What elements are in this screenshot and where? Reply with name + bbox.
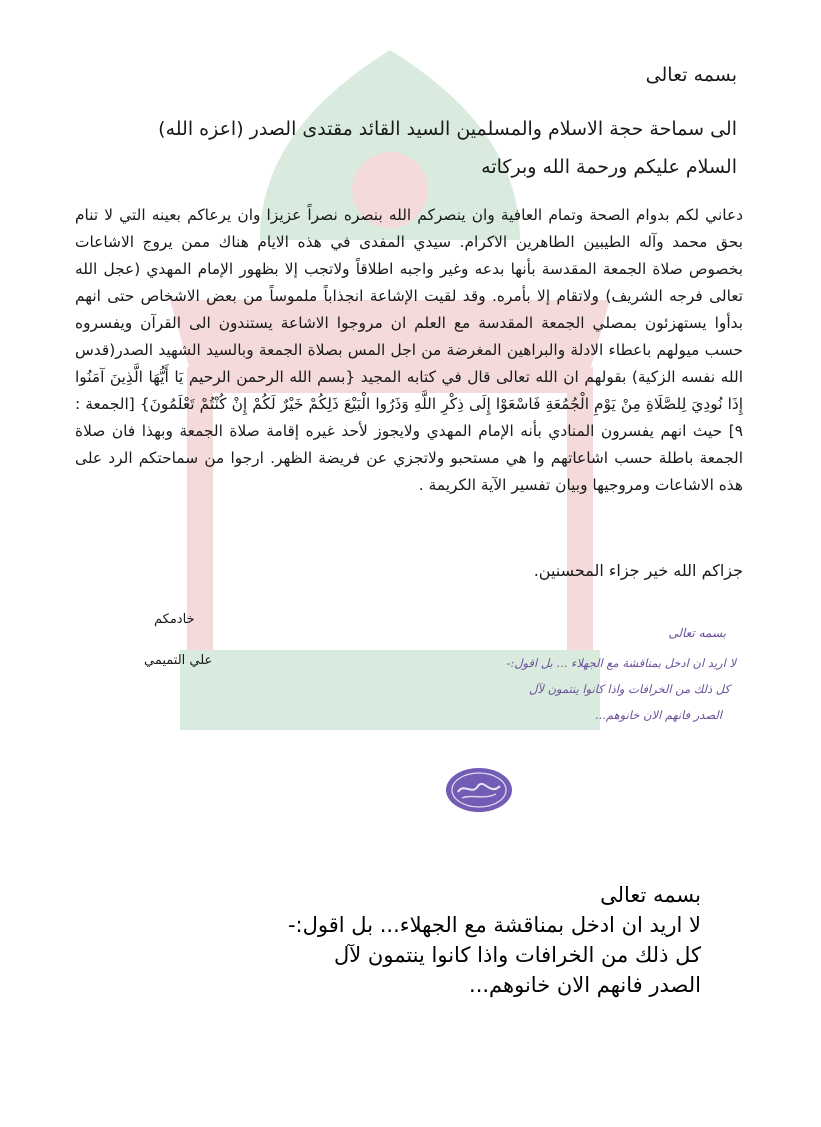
transcription-line: كل ذلك من الخرافات واذا كانوا ينتمون لآل [334, 943, 701, 967]
printed-transcription [288, 880, 701, 1000]
letter-closing: جزاكم الله خير جزاء المحسنين. [533, 561, 743, 580]
servant-label: خادمكم [154, 612, 195, 627]
handwritten-line: الصدر فانهم الان خانوهم... [594, 708, 722, 722]
transcription-line: لا اريد ان ادخل بمناقشة مع الجهلاء... بل اقول:- [287, 913, 701, 937]
handwritten-line: كل ذلك من الخرافات واذا كانوا ينتمون لآل [529, 682, 730, 696]
seal-stamp [444, 766, 514, 814]
signer-name: علي التميمي [144, 653, 213, 668]
letter-greeting: السلام عليكم ورحمة الله وبركاته [481, 156, 737, 178]
handwritten-line: بسمه تعالى [668, 626, 726, 640]
handwritten-reply [340, 624, 740, 744]
transcription-line: الصدر فانهم الان خانوهم... [469, 973, 701, 997]
letter-addressee: الى سماحة حجة الاسلام والمسلمين السيد القائد مقتدى الصدر (اعزه الله) [158, 118, 737, 140]
transcription-line: بسمه تعالى [600, 883, 701, 907]
letter-body: دعاني لكم بدوام الصحة وتمام العافية وان ينصركم الله بنصره نصراً عزيزا وان يرعاكم بعينه التي لا تنام بحق محمد وآله الطيبين الطاهرين الاكرام. سيدي المفدى في هذه الايام هناك ممن يروج الاشاعات بخصوص صلاة الجمعة المقدسة بأنها بدعه وغير واجبه اطلاقاً ولاتجب إلا بظهور الإمام المهدي (عجل الله تعالى فرجه الشريف) ولاتقام إلا بأمره. وقد لقيت الإشاعة انجذاباً ملموساً من بعض الاشخاص حتى انهم بدأوا يستهزئون بمصلي الجمعة المقدسة مع العلم ان مروجوا الاشاعة يستندون الى القرآن ويفسروه حسب ميولهم باعطاء الادلة والبراهين المغرضة من اجل المس بصلاة الجمعة وبالسيد الشهيد الصدر(قدس الله نفسه الزكية) بقولهم ان الله تعالى قال في كتابه المجيد {بسم الله الرحمن الرحيم يَا أَيُّهَا الَّذِينَ آمَنُوا إِذَا نُودِيَ لِلصَّلَاةِ مِنْ يَوْمِ الْجُمُعَةِ فَاسْعَوْا إِلَى ذِكْرِ اللَّهِ وَذَرُوا الْبَيْعَ ذَلِكُمْ خَيْرٌ لَكُمْ إِنْ كُنْتُمْ تَعْلَمُونَ} [الجمعة : ٩] حيث انهم يفسرون المنادي بأنه الإمام المهدي ولايجوز لأحد غيره إقامة صلاة الجمعة وبهذا فان صلاة الجمعة باطلة حسب اشاعاتهم وا هي مستحبو ولاتجزي عن فريضة الظهر. ارجوا من سماحتكم الرد على هذه الاشاعات ومروجيها وبيان تفسير الآية الكريمة . [75, 206, 743, 494]
handwritten-line: لا اريد ان ادخل بمناقشة مع الجهلاء ... بل اقول:- [506, 656, 736, 670]
letter-bismillah: بسمه تعالى [645, 64, 737, 86]
